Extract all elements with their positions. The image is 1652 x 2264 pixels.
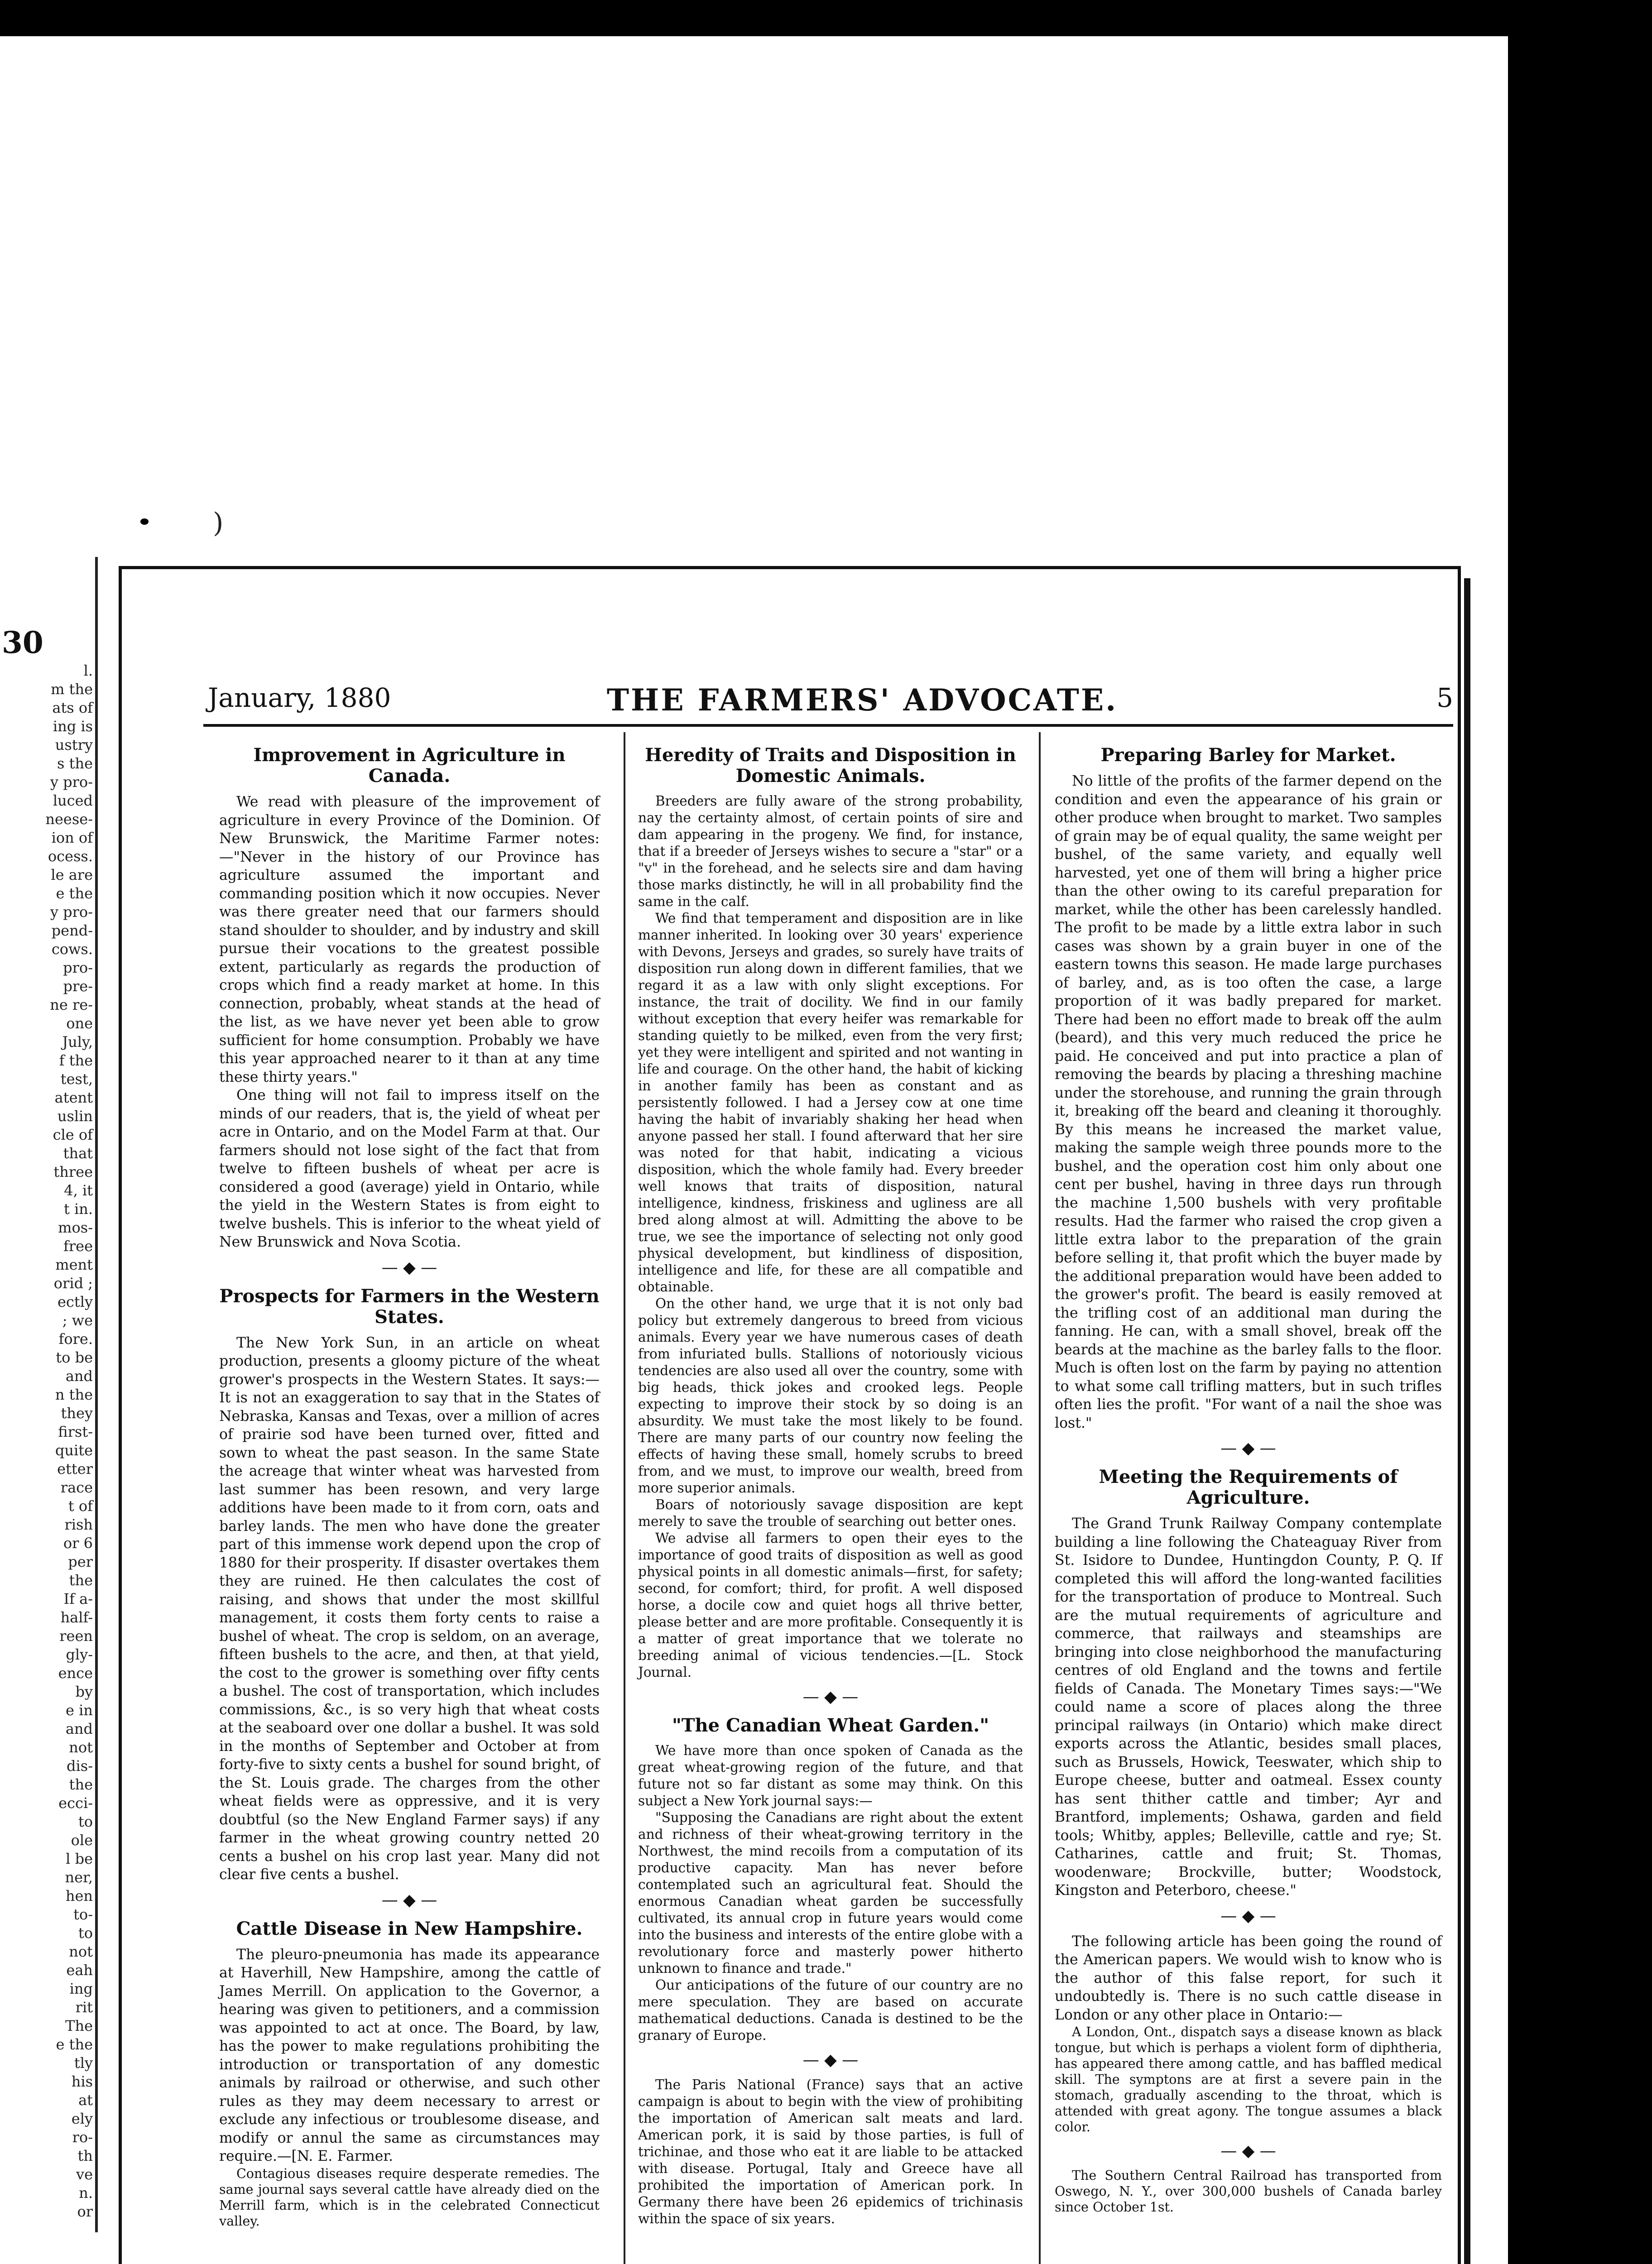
previous-page-fragment: etter bbox=[57, 1460, 93, 1477]
article-title: Meeting the Requirements of Agriculture. bbox=[1099, 1466, 1398, 1508]
previous-page-fragment: dis- bbox=[67, 1757, 93, 1775]
previous-page-fragment: l be bbox=[66, 1850, 93, 1867]
divider-ornament: — ◆ — bbox=[1220, 2142, 1276, 2160]
previous-page-fragment: y pro- bbox=[50, 773, 93, 791]
article-heredity-traits bbox=[638, 745, 1023, 1681]
article-paragraph: We find that temperament and disposition are in like manner inherited. In looking over 30 years' experience with Devons, Jerseys and grades, so surely have traits of disposition run along down in different families, that we regard it as a law with only slight exceptions. For instance, the trait of docility. We find in our family without exception that every heifer was remarkable for standing quietly to be milked, even from the very first; yet they were intelligent and spirited and not wanting in life and courage. On the other hand, the habit of kicking in another family has been as constant and as persistently followed. I had a Jersey cow at one time having the habit of invariably shaking her head when anyone passed her stall. I found afterward that her sire was noted for that habit, indicating a vicious disposition, which the whole family had. Every breeder well knows that traits of disposition, natural intelligence, kindness, friskiness and ugliness are all bred along almost at will. Admitting the above to be true, we see the importance of selecting not only good physical development, but kindliness of disposition, intelligence and life, for these are all compatible and obtainable. bbox=[638, 911, 1023, 1295]
article-improvement-agriculture bbox=[219, 745, 600, 1252]
previous-page-fragment: orid ; bbox=[53, 1275, 93, 1292]
previous-page-fragment: l. bbox=[83, 662, 93, 679]
previous-page-fragment: quite bbox=[55, 1442, 93, 1459]
previous-page-fragment: the bbox=[69, 1776, 93, 1793]
previous-page-fragment: ; we bbox=[62, 1312, 93, 1329]
previous-page-fragment: ectly bbox=[57, 1293, 93, 1310]
previous-page-fragment: to bbox=[78, 1924, 93, 1942]
previous-page-fragment: ro- bbox=[72, 2129, 93, 2146]
previous-page-fragment: per bbox=[68, 1553, 93, 1570]
previous-page-fragment: s the bbox=[57, 755, 93, 772]
article-title: Heredity of Traits and Disposition in Domestic Animals. bbox=[645, 744, 1016, 787]
article-paragraph: Contagious diseases require desperate remedies. The same journal says several cattle have already died on the Merrill farm, which is in the celebrated Connecticut valley. bbox=[219, 2166, 600, 2229]
article-paragraph: We have more than once spoken of Canada as the great wheat-growing region of the future, and that future not so far distant as some may think. On this subject a New York journal says:— bbox=[638, 1743, 1023, 1808]
previous-page-fragment: uslin bbox=[57, 1108, 93, 1125]
divider-ornament: — ◆ — bbox=[1220, 1439, 1276, 1458]
previous-page-fragment: at bbox=[78, 2091, 93, 2109]
article-paragraph: On the other hand, we urge that it is not only bad policy but extremely dangerous to breed from vicious animals. Every year we have numerous cases of death from infuriated bulls. Stallions of notoriously vicious tendencies are also used all over the country, some with big heads, thick jokes and crooked legs. People expecting to improve their stock by so doing is an absurdity. We must take the most likely to be found. There are many parts of our country now feeling the effects of having these small, homely scrubs to breed from, and we must, to improve our wealth, breed from more superior animals. bbox=[638, 1296, 1023, 1496]
article-paragraph: We advise all farmers to open their eyes to the importance of good traits of disposition as well as good physical points in all domestic animals—first, for safety; second, for comfort; third, for profit. A well disposed horse, a docile cow and quiet hogs all thrive better, please better and are more profitable. Consequently it is a matter of great importance that we tolerate no breeding animal of vicious tendencies.—[L. Stock Journal. bbox=[638, 1530, 1023, 1680]
article-paragraph: The Southern Central Railroad has transported from Oswego, N. Y., over 300,000 bushels of Canada barley since October 1st. bbox=[1055, 2168, 1442, 2215]
previous-page-fragment: tly bbox=[74, 2054, 93, 2072]
article-paris-national bbox=[638, 2077, 1023, 2227]
previous-page-fragment: gly- bbox=[66, 1646, 93, 1663]
ink-mark: ) bbox=[213, 507, 224, 539]
divider-ornament: — ◆ — bbox=[802, 2051, 859, 2069]
article-title: Improvement in Agriculture in Canada. bbox=[253, 744, 566, 787]
article-paragraph: The pleuro-pneumonia has made its appearance at Haverhill, New Hampshire, among the cattle of James Merrill. On application to the Governor, a hearing was given to petitioners, and a commission was appointed to act at once. The Board, by law, has the power to make regulations prohibiting the introduction or transportation of any domestic animals by railroad or otherwise, and such other rules as they may deem necessary to arrest or exclude any infectious or troublesome disease, and modify or annul the same as circumstances may require.—[N. E. Farmer. bbox=[219, 1946, 600, 2164]
article-paragraph: We read with pleasure of the improvement of agriculture in every Province of the Dominion. Of New Brunswick, the Maritime Farmer notes:—"Never in the history of our Province has agriculture assumed the important and commanding position which it now occupies. Never was there greater need that our farmers should stand shoulder to shoulder, and by industry and skill pursue their vocations to the greatest possible extent, particularly as regards the production of crops which find a ready market at home. In this connection, probably, wheat stands at the head of the list, as we have never yet been able to grow sufficient for home consumption. Probably we have this year approached nearer to it than at any time these thirty years." bbox=[219, 794, 600, 1085]
previous-page-fragment: to be bbox=[56, 1349, 93, 1366]
article-title: Cattle Disease in New Hampshire. bbox=[236, 1918, 583, 1939]
previous-page-fragment: ve bbox=[76, 2166, 93, 2183]
previous-page-fragment: hen bbox=[65, 1887, 93, 1904]
previous-page-fragment: e the bbox=[56, 885, 93, 902]
previous-page-fragment: ecci- bbox=[58, 1794, 93, 1812]
previous-page-fragment: that bbox=[63, 1145, 93, 1162]
previous-page-fragment: cows. bbox=[51, 940, 93, 958]
column-2 bbox=[638, 737, 1023, 2227]
divider-ornament: — ◆ — bbox=[1220, 1906, 1276, 1925]
previous-page-fragment: and bbox=[65, 1720, 93, 1737]
article-paragraph: Our anticipations of the future of our country are no mere speculation. They are based on accurate mathematical deductions. Canada is destined to be the granary of Europe. bbox=[638, 1977, 1023, 2043]
divider-ornament: — ◆ — bbox=[802, 1688, 859, 1706]
newspaper-page bbox=[119, 566, 1461, 2264]
previous-page-fragment: or bbox=[77, 2203, 93, 2220]
previous-page-fragment: ocess. bbox=[48, 848, 93, 865]
previous-page-fragment: race bbox=[60, 1479, 93, 1496]
column-3 bbox=[1055, 737, 1442, 2215]
previous-page-fragment: m the bbox=[51, 681, 93, 698]
article-title: "The Canadian Wheat Garden." bbox=[672, 1715, 989, 1736]
article-paragraph: "Supposing the Canadians are right about the extent and richness of their wheat-growing territory in the Northwest, the mind recoils from a computation of its productive capacity. Man has never before contemplated such an agricultural feat. Should the enormous Canadian wheat garden be successfully cultivated, its annual crop in future years would come into the business and interests of the entire globe with a revolutionary force and masterly power hitherto unknown to finance and trade." bbox=[638, 1810, 1023, 1976]
article-title: Prospects for Farmers in the Western States. bbox=[219, 1285, 600, 1328]
previous-page-fragment: mos- bbox=[58, 1219, 93, 1236]
previous-page-fragment: ats of bbox=[52, 699, 93, 716]
previous-page-number: 30 bbox=[2, 625, 43, 660]
previous-page-fragment: ing bbox=[69, 1980, 93, 1997]
article-prospects-western-states bbox=[219, 1286, 600, 1884]
article-cattle-disease bbox=[219, 1919, 600, 2229]
previous-page-fragment: e the bbox=[56, 2036, 93, 2053]
previous-page-fragment: ole bbox=[71, 1832, 93, 1849]
previous-page-fragment: rish bbox=[64, 1516, 93, 1533]
article-paragraph: One thing will not fail to impress itself on the minds of our readers, that is, the yield of wheat per acre in Ontario, and on the Model Farm at that. Our farmers should not lose sight of the fact that from twelve to fifteen bushels of wheat per acre is considered a good (average) yield in Ontario, while the yield in the Western States is from eight to twelve bushels. This is inferior to the wheat yield of New Brunswick and Nova Scotia. bbox=[219, 1087, 600, 1250]
column-divider-2 bbox=[1039, 732, 1041, 2264]
previous-page-fragment: neese- bbox=[45, 811, 93, 828]
previous-page-fragment: y pro- bbox=[50, 903, 93, 921]
previous-page-fragment: rit bbox=[75, 1999, 93, 2016]
previous-page-fragment: If a- bbox=[63, 1590, 93, 1607]
article-title: Preparing Barley for Market. bbox=[1100, 744, 1396, 766]
previous-page-fragment: to- bbox=[73, 1906, 93, 1923]
previous-page-fragment: ner, bbox=[65, 1869, 93, 1886]
previous-page-fragment: ustry bbox=[55, 736, 93, 753]
article-paragraph: A London, Ont., dispatch says a disease known as black tongue, but which is perhaps a violent form of diphtheria, has appeared there among cattle, and has baffled medical skill. The symptons are at first a severe pain in the stomach, gradually ascending to the throat, which is attended with great agony. The tongue assumes a black color. bbox=[1055, 2024, 1442, 2134]
previous-page-fragment: pre- bbox=[63, 978, 93, 995]
divider-ornament: — ◆ — bbox=[381, 1258, 437, 1277]
previous-page-fragment: they bbox=[61, 1405, 93, 1422]
previous-page-fragment: and bbox=[65, 1367, 93, 1385]
previous-page-fragment: e in bbox=[66, 1702, 93, 1719]
column-1 bbox=[219, 737, 600, 2229]
previous-page-edge bbox=[0, 557, 98, 2232]
article-paragraph: No little of the profits of the farmer depend on the condition and even the appearance of his grain or other produce when brought to market. Two samples of grain may be of equal quality, the same weight per bushel, of the same variety, and equally well harvested, yet one of them will bring a higher price than the other owing to its careful preparation for market, while the other has been carelessly handled. The profit to be made by a little extra labor in such cases was shown by a grain buyer in one of the eastern towns this season. He made large purchases of barley, and, as is too often the case, a large proportion of it was badly prepared for market. There had been no effort made to break off the aulm (beard), and this very much reduced the price he paid. He conceived and put into practice a plan of removing the beards by placing a threshing machine under the storehouse, and running the grain through it, breaking off the beard and cleaning it thoroughly. By this means he increased the market value, making the sample weigh three pounds more to the bushel, and the operation cost him only about one cent per bushel, having in three days run through the machine 1,500 bushels with very profitable results. Had the farmer who raised the crop given a little extra labor to the preparation of the grain before selling it, that profit which the buyer made by the additional preparation would have been added to the grower's profit. The beard is easily removed at the trifling cost of an additional man during the fanning. He can, with a small shovel, break off the beards at the machine as the barley falls to the floor. Much is often lost on the farm by paying no attention to what some call trifling matters, but in such trifles often lies the profit. "For want of a nail the shoe was lost." bbox=[1055, 773, 1442, 1431]
article-meeting-requirements bbox=[1055, 1467, 1442, 1900]
ink-speck bbox=[140, 518, 149, 525]
previous-page-fragment: ne re- bbox=[50, 996, 93, 1013]
previous-page-fragment: his bbox=[71, 2073, 93, 2090]
article-black-tongue-report bbox=[1055, 1933, 1442, 2135]
previous-page-fragment: free bbox=[63, 1238, 93, 1255]
previous-page-fragment: ment bbox=[55, 1256, 93, 1273]
previous-page-fragment: fore. bbox=[58, 1330, 93, 1348]
article-paragraph: Breeders are fully aware of the strong probability, nay the certainty almost, of certain points of sire and dam appearing in the progeny. We find, for instance, that if a breeder of Jerseys wishes to secure a "star" or a "v" in the forehead, and he selects sire and dam having those marks distinctly, he will in all probability find the same in the calf. bbox=[638, 793, 1023, 909]
previous-page-fragment: ely bbox=[71, 2110, 93, 2127]
header-rule bbox=[203, 724, 1453, 727]
previous-page-fragment: n. bbox=[79, 2184, 93, 2202]
article-paragraph: The Grand Trunk Railway Company contemplate building a line following the Chateaguay River from St. Isidore to Dundee, Huntingdon County, P. Q. If completed this will afford the long-wanted facilities for the transportation of produce to Montreal. Such are the mutual requirements of agriculture and commerce, that railways and steamships are bringing into close neighborhood the manufacturing centres of old England and the towns and fertile fields of Canada. The Monetary Times says:—"We could name a score of places along the three principal railways (in Ontario) which make direct exports across the Atlantic, besides small places, such as Brussels, Howick, Teeswater, which ship to Europe cheese, butter and oatmeal. Essex county has sent thither cattle and timber; Ayr and Brantford, implements; Oshawa, garden and field tools; Whitby, apples; Belleville, cattle and rye; St. Catharines, cattle and fruit; St. Thomas, woodenware; Brockville, butter; Woodstock, Kingston and Peterboro, cheese." bbox=[1055, 1516, 1442, 1899]
previous-page-fragment: reen bbox=[59, 1627, 93, 1645]
previous-page-fragment: f the bbox=[59, 1052, 93, 1069]
page-number: 5 bbox=[1436, 682, 1453, 713]
divider-ornament: — ◆ — bbox=[381, 1890, 437, 1909]
page-header bbox=[208, 682, 1453, 728]
previous-page-fragment: n the bbox=[55, 1386, 93, 1403]
previous-page-fragment: pend- bbox=[51, 922, 93, 939]
previous-page-fragment: first- bbox=[58, 1423, 93, 1440]
article-paragraph: Boars of notoriously savage disposition are kept merely to save the trouble of searching out better ones. bbox=[638, 1497, 1023, 1529]
previous-page-fragment: ing is bbox=[53, 718, 93, 735]
previous-page-fragment: not bbox=[69, 1739, 93, 1756]
previous-page-fragment: atent bbox=[54, 1089, 93, 1106]
previous-page-fragment: or 6 bbox=[63, 1535, 93, 1552]
previous-page-fragment: 4, it bbox=[64, 1182, 93, 1199]
previous-page-fragment: t in. bbox=[63, 1200, 93, 1218]
previous-page-fragment: ence bbox=[58, 1664, 93, 1682]
article-paragraph: The following article has been going the round of the American papers. We would wish to know who is the author of this false report, for such it undoubtedly is. There is no such cattle disease in London or any other place in Ontario:— bbox=[1055, 1933, 1442, 2023]
previous-page-fragment: cle of bbox=[53, 1126, 93, 1143]
previous-page-fragment: three bbox=[53, 1163, 93, 1180]
film-edge bbox=[1508, 0, 1652, 2264]
previous-page-fragment: le are bbox=[51, 866, 93, 883]
previous-page-fragment: t of bbox=[68, 1497, 93, 1515]
previous-page-fragment: test, bbox=[60, 1070, 93, 1088]
previous-page-fragment: the bbox=[69, 1572, 93, 1589]
previous-page-fragment: The bbox=[65, 2017, 93, 2034]
previous-page-fragment: th bbox=[77, 2147, 93, 2164]
previous-page-fragment: July, bbox=[62, 1033, 93, 1050]
previous-page-fragment: not bbox=[69, 1943, 93, 1960]
masthead-title: THE FARMERS' ADVOCATE. bbox=[606, 682, 1118, 718]
column-divider-1 bbox=[624, 732, 625, 2264]
previous-page-fragment: one bbox=[66, 1015, 93, 1032]
previous-page-fragment: to bbox=[78, 1813, 93, 1830]
previous-page-fragment: ion of bbox=[51, 829, 93, 846]
previous-page-fragment: half- bbox=[60, 1609, 93, 1626]
issue-date: January, 1880 bbox=[208, 682, 391, 713]
article-paragraph: The Paris National (France) says that an active campaign is about to begin with the view of prohibiting the importation of American salt meats and lard. American pork, it is said by those parties, is full of trichinae, and those who eat it are liable to be attacked with disease. Portugal, Italy and Greece have all prohibited the importation of American pork. In Germany there have been 26 epidemics of trichinasis within the space of six years. bbox=[638, 2077, 1023, 2226]
previous-page-fragment: pro- bbox=[63, 959, 93, 976]
previous-page-fragment: by bbox=[75, 1683, 93, 1700]
article-southern-central-railroad bbox=[1055, 2168, 1442, 2215]
previous-page-fragment: luced bbox=[53, 792, 93, 809]
article-paragraph: The New York Sun, in an article on wheat production, presents a gloomy picture of the wheat grower's prospects in the Western States. It says:—It is not an exaggeration to say that in the States of Nebraska, Kansas and Texas, over a million of acres of prairie sod have been turned over, fitted and sown to wheat the past season. In the same State the acreage that winter wheat was harvested from last summer has been resown, and very large additions have been made to it from corn, oats and barley lands. The men who have done the greater part of this immense work depend upon the crop of 1880 for their prosperity. If disaster overtakes them they are ruined. He then calculates the cost of raising, and shows that under the most skillful management, it costs them forty cents to raise a bushel of wheat. The crop is seldom, on an average, fifteen bushels to the acre, and then, at that yield, the cost to the grower is something over fifty cents a bushel. The cost of transportation, which includes commissions, &c., is so very high that wheat costs at the seaboard over one dollar a bushel. It was sold in the months of September and October at from forty-five to sixty cents a bushel for sound bright, of the St. Louis grade. The charges from the other wheat fields were as oppressive, and it is very doubtful (so the New England Farmer says) if any farmer in the wheat growing country netted 20 cents a bushel on his crop last year. Many did not clear five cents a bushel. bbox=[219, 1334, 600, 1883]
previous-page-fragment: eah bbox=[66, 1962, 93, 1979]
article-canadian-wheat-garden bbox=[638, 1715, 1023, 2044]
article-preparing-barley bbox=[1055, 745, 1442, 1432]
